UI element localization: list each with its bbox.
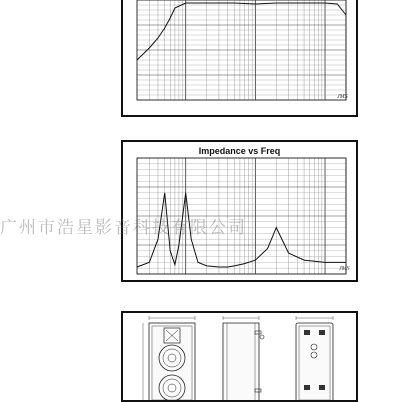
side-view-drawing xyxy=(223,316,264,400)
cabinet-drawings xyxy=(123,313,356,400)
series-line xyxy=(137,193,346,267)
frequency-response-chart xyxy=(123,0,356,115)
impedance-chart xyxy=(123,142,356,280)
impedance-panel xyxy=(121,140,358,282)
brand-label: JMS xyxy=(339,266,350,272)
rear-view-drawing xyxy=(296,316,333,400)
series-line xyxy=(137,3,346,60)
chart-title: Impedance vs Freq xyxy=(198,146,281,156)
chart-grid xyxy=(137,158,346,274)
watermark: 广州市浩星影音科技有限公司 xyxy=(0,218,247,238)
frequency-response-panel xyxy=(121,0,358,117)
front-view-drawing xyxy=(143,316,195,400)
dimension-drawing-panel xyxy=(121,311,358,402)
brand-label: JMS xyxy=(337,94,348,100)
chart-grid xyxy=(137,0,346,100)
